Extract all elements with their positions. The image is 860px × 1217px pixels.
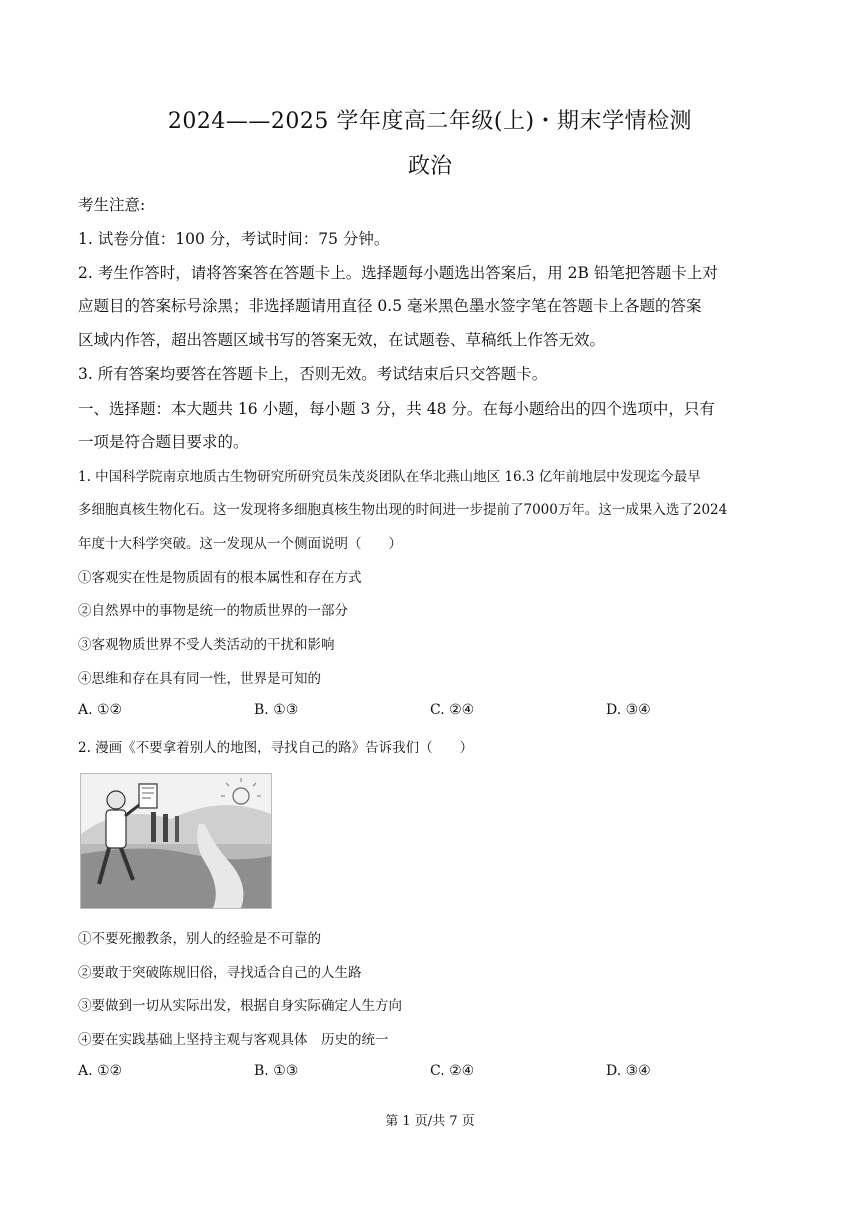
notice-line: 区域内作答，超出答题区域书写的答案无效，在试题卷、草稿纸上作答无效。 xyxy=(78,331,606,349)
q1-item: ②自然界中的事物是统一的物质世界的一部分 xyxy=(78,603,348,619)
q2-item: ①不要死搬教条，别人的经验是不可靠的 xyxy=(78,931,321,947)
notice-line: 1. 试卷分值：100 分，考试时间：75 分钟。 xyxy=(78,230,390,248)
page-number: 第 1 页/共 7 页 xyxy=(385,1114,475,1129)
q1-option-a[interactable]: A. ①② xyxy=(78,702,123,718)
q1-option-b[interactable]: B. ①③ xyxy=(254,702,299,718)
q1-stem-line: 1. 中国科学院南京地质古生物研究所研究员朱茂炎团队在华北燕山地区 16.3 亿年前地层中发现迄今最早 xyxy=(78,469,701,485)
section-heading: 一、选择题：本大题共 16 小题，每小题 3 分，共 48 分。在每小题给出的四个选项中，只有 xyxy=(78,400,715,418)
q1-stem-line: 多细胞真核生物化石。这一发现将多细胞真核生物出现的时间进一步提前了7000万年。这一成果入选了2024 xyxy=(78,502,728,518)
notice-line: 应题目的答案标号涂黑；非选择题请用直径 0.5 毫米黑色墨水签字笔在答题卡上各题的答案 xyxy=(78,297,702,315)
q1-stem-line: 年度十大科学突破。这一发现从一个侧面说明（ ） xyxy=(78,536,402,552)
q1-item: ④思维和存在具有同一性，世界是可知的 xyxy=(78,671,321,687)
q2-option-a[interactable]: A. ①② xyxy=(78,1063,123,1079)
q1-item: ①客观实在性是物质固有的根本属性和存在方式 xyxy=(78,570,362,586)
q2-item: ③要做到一切从实际出发，根据自身实际确定人生方向 xyxy=(78,998,402,1014)
q2-option-c[interactable]: C. ②④ xyxy=(430,1063,475,1079)
q1-option-c[interactable]: C. ②④ xyxy=(430,702,475,718)
exam-title: 2024——2025 学年度高二年级(上)・期末学情检测 xyxy=(167,109,693,134)
notice-line: 2. 考生作答时，请将答案答在答题卡上。选择题每小题选出答案后，用 2B 铅笔把答题卡上对 xyxy=(78,264,718,282)
q2-item: ②要敢于突破陈规旧俗，寻找适合自己的人生路 xyxy=(78,965,362,981)
q1-item: ③客观物质世界不受人类活动的干扰和影响 xyxy=(78,637,335,653)
notice-heading: 考生注意: xyxy=(78,196,146,214)
subject-title: 政治 xyxy=(407,154,452,179)
q2-stem: 2. 漫画《不要拿着别人的地图，寻找自己的路》告诉我们（ ） xyxy=(78,740,474,756)
notice-line: 3. 所有答案均要答在答题卡上，否则无效。考试结束后只交答题卡。 xyxy=(78,365,548,383)
q2-option-b[interactable]: B. ①③ xyxy=(254,1063,299,1079)
q2-option-d[interactable]: D. ③④ xyxy=(606,1063,651,1079)
section-heading-cont: 一项是符合题目要求的。 xyxy=(78,433,249,451)
q1-option-d[interactable]: D. ③④ xyxy=(606,702,651,718)
cartoon-illustration-icon xyxy=(81,774,271,908)
q2-item: ④要在实践基础上坚持主观与客观具体 历史的统一 xyxy=(78,1032,389,1048)
q2-cartoon-image xyxy=(80,773,272,909)
